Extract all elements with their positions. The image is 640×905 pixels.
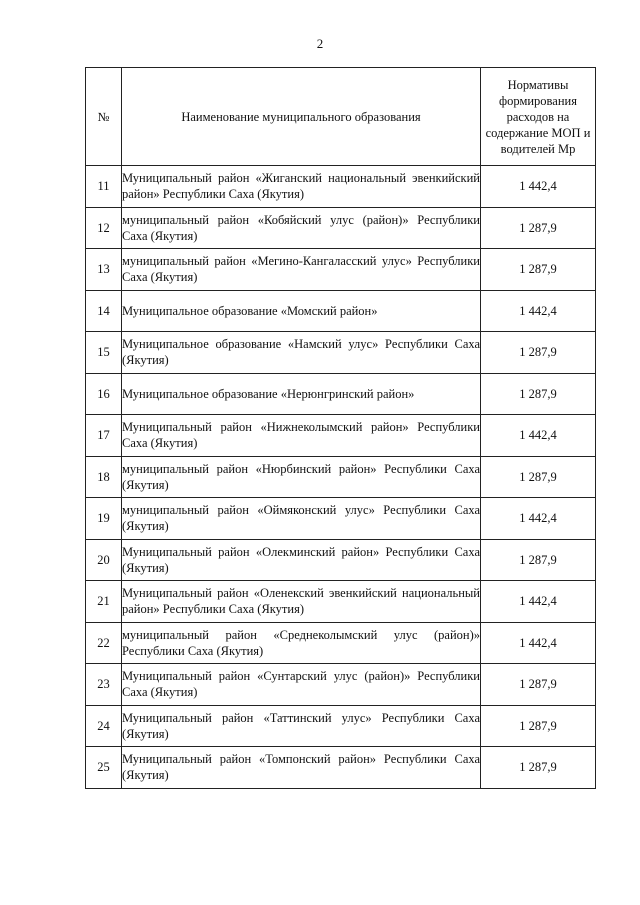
table-header-row [86,68,596,166]
row-number: 11 [86,166,122,208]
row-value: 1 287,9 [481,664,596,706]
row-name: Муниципальный район «Олекминский район» Республики Саха (Якутия) [122,539,481,581]
table-row [86,622,596,664]
row-number: 13 [86,249,122,291]
row-name: муниципальный район «Кобяйский улус (район)» Республики Саха (Якутия) [122,207,481,249]
row-number: 20 [86,539,122,581]
row-name: муниципальный район «Мегино-Кангаласский улус» Республики Саха (Якутия) [122,249,481,291]
table-row [86,373,596,415]
table-row [86,332,596,374]
table-row [86,705,596,747]
row-value: 1 442,4 [481,166,596,208]
row-number: 16 [86,373,122,415]
row-number: 24 [86,705,122,747]
row-number: 23 [86,664,122,706]
table-row [86,539,596,581]
row-value: 1 287,9 [481,373,596,415]
row-name: муниципальный район «Среднеколымский улус (район)» Республики Саха (Якутия) [122,622,481,664]
row-name: Муниципальный район «Томпонский район» Республики Саха (Якутия) [122,747,481,789]
table-row [86,498,596,540]
row-name: Муниципальный район «Таттинский улус» Республики Саха (Якутия) [122,705,481,747]
table-row [86,747,596,789]
row-number: 18 [86,456,122,498]
row-number: 14 [86,290,122,332]
row-name: Муниципальный район «Жиганский национальный эвенкийский район» Республики Саха (Якутия) [122,166,481,208]
header-name: Наименование муниципального образования [122,68,481,166]
table-row [86,456,596,498]
row-value: 1 442,4 [481,290,596,332]
row-name: Муниципальное образование «Нерюнгринский район» [122,373,481,415]
row-number: 15 [86,332,122,374]
header-value: Нормативы формирования расходов на содержание МОП и водителей Мр [481,68,596,166]
row-value: 1 287,9 [481,249,596,291]
row-value: 1 287,9 [481,747,596,789]
row-number: 21 [86,581,122,623]
row-number: 22 [86,622,122,664]
row-value: 1 442,4 [481,415,596,457]
row-name: Муниципальный район «Оленекский эвенкийский национальный район» Республики Саха (Якутия) [122,581,481,623]
row-name: Муниципальное образование «Намский улус» Республики Саха (Якутия) [122,332,481,374]
row-name: Муниципальный район «Нижнеколымский район» Республики Саха (Якутия) [122,415,481,457]
row-number: 12 [86,207,122,249]
table-row [86,664,596,706]
row-number: 19 [86,498,122,540]
table-row [86,290,596,332]
row-value: 1 287,9 [481,332,596,374]
norms-table [85,67,596,789]
row-name: Муниципальное образование «Момский район» [122,290,481,332]
table-row [86,415,596,457]
table-row [86,207,596,249]
row-number: 17 [86,415,122,457]
header-number: № [86,68,122,166]
table-body [86,166,596,789]
table-row [86,166,596,208]
row-value: 1 287,9 [481,456,596,498]
table-row [86,249,596,291]
table-row [86,581,596,623]
row-value: 1 287,9 [481,207,596,249]
row-value: 1 442,4 [481,622,596,664]
row-name: Муниципальный район «Сунтарский улус (район)» Республики Саха (Якутия) [122,664,481,706]
page-number: 2 [316,36,324,51]
row-value: 1 442,4 [481,581,596,623]
row-number: 25 [86,747,122,789]
row-name: муниципальный район «Оймяконский улус» Республики Саха (Якутия) [122,498,481,540]
row-value: 1 442,4 [481,498,596,540]
row-value: 1 287,9 [481,705,596,747]
row-value: 1 287,9 [481,539,596,581]
row-name: муниципальный район «Нюрбинский район» Республики Саха (Якутия) [122,456,481,498]
